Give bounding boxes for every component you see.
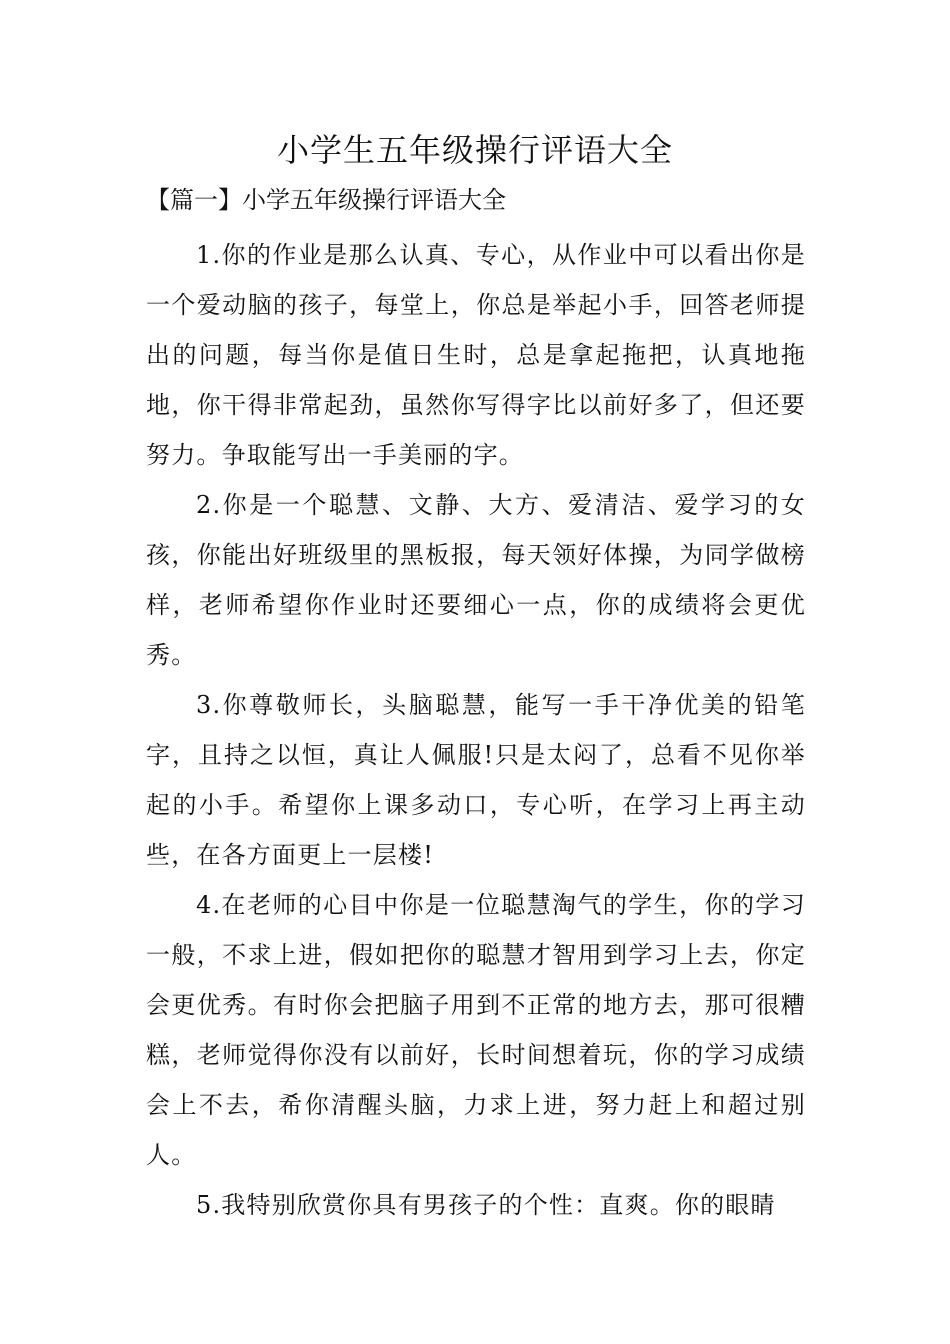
- paragraph-1: 1.你的作业是那么认真、专心，从作业中可以看出你是一个爱动脑的孩子，每堂上，你总是举起小手，回答老师提出的问题，每当你是值日生时，总是拿起拖把，认真地拖地，你干得非常起劲，虽然你写得字比以前好多了，但还要努力。争取能写出一手美丽的字。: [146, 241, 806, 469]
- section-heading: 【篇一】小学五年级操行评语大全: [146, 186, 506, 214]
- paragraph-5: 5.我特别欣赏你具有男孩子的个性：直爽。你的眼睛: [196, 1191, 776, 1219]
- paragraph-2: 2.你是一个聪慧、文静、大方、爱清洁、爱学习的女孩，你能出好班级里的黑板报，每天领好体操，为同学做榜样，老师希望你作业时还要细心一点，你的成绩将会更优秀。: [146, 491, 806, 669]
- document-title: 小学生五年级操行评语大全: [276, 131, 673, 169]
- document-body: [146, 230, 806, 1230]
- paragraph-3: 3.你尊敬师长，头脑聪慧，能写一手干净优美的铅笔字，且持之以恒，真让人佩服!只是太闷了，总看不见你举起的小手。希望你上课多动口，专心听，在学习上再主动些，在各方面更上一层楼!: [146, 691, 806, 869]
- paragraph-4: 4.在老师的心目中你是一位聪慧淘气的学生，你的学习一般，不求上进，假如把你的聪慧才智用到学习上去，你定会更优秀。有时你会把脑子用到不正常的地方去，那可很糟糕，老师觉得你没有以前好，长时间想着玩，你的学习成绩会上不去，希你清醒头脑，力求上进，努力赶上和超过别人。: [146, 891, 806, 1169]
